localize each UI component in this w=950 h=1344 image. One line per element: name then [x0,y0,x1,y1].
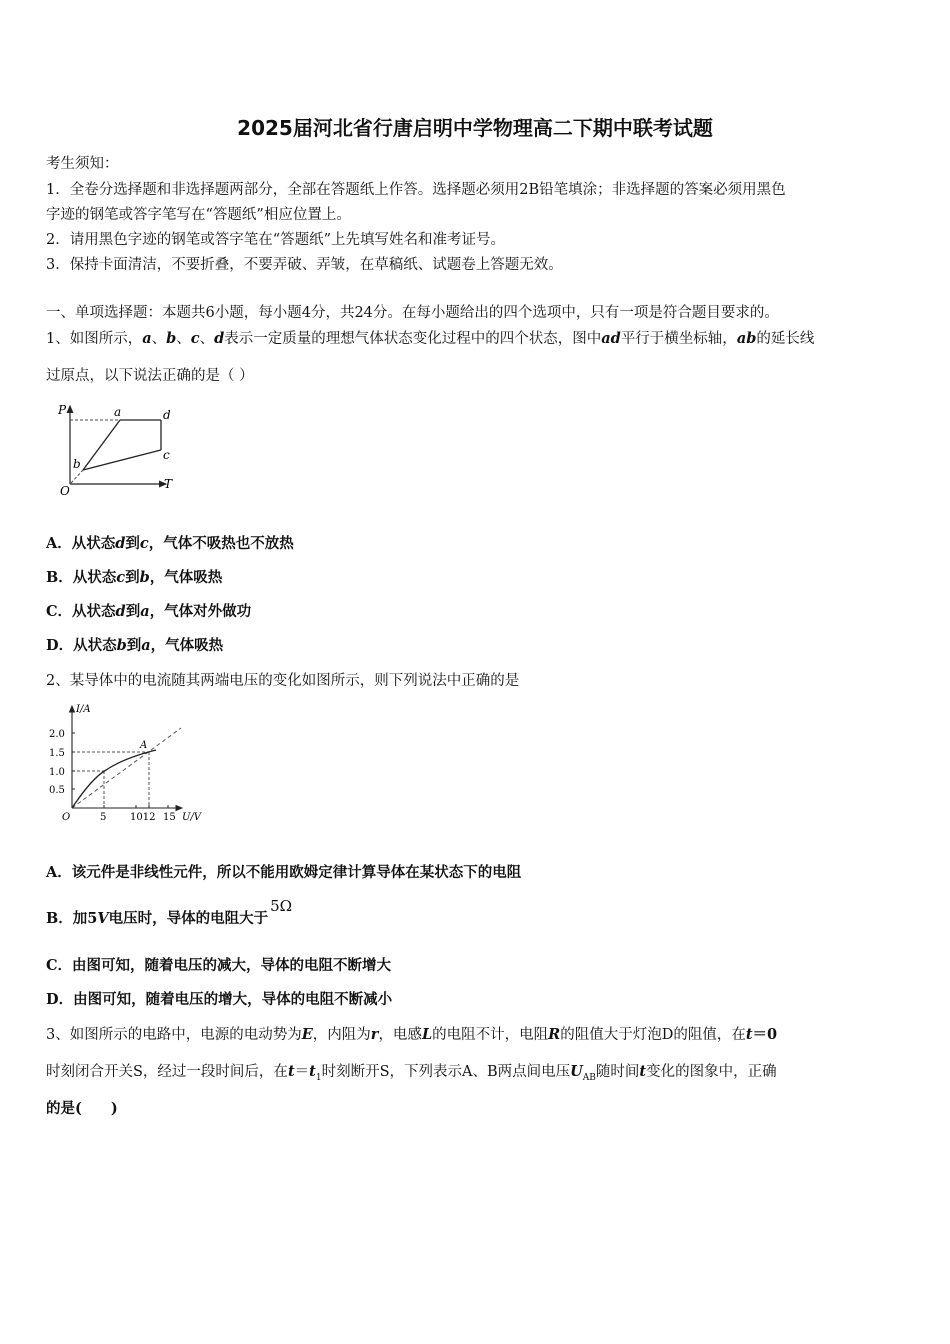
question-1-option-a[interactable]: A．从状态d到c，气体不吸热也不放热 [46,535,294,552]
dashed-extension-ob [71,470,83,483]
u-axis-label: U/V [182,812,202,823]
x-tick-label-15: 15 [163,812,176,823]
state-b-label: b [73,457,81,471]
question-3-stem-line-1: 3、如图所示的电路中，电源的电动势为E，内阻为r，电感L的电阻不计，电阻R的阻值大于灯泡D的阻值，在t＝0 [46,1026,778,1043]
notice-heading: 考生须知： [46,156,119,172]
question-3-stem-line-3: 的是( ) [46,1100,118,1117]
page-title: 2025届河北省行唐启明中学物理高二下期中联考试题 [237,116,713,140]
question-2-option-c[interactable]: C．由图可知，随着电压的减大，导体的电阻不断增大 [46,957,392,974]
i-axis-label: I/A [76,704,91,715]
question-1-stem-line-1: 1、如图所示，a、b、c、d表示一定质量的理想气体状态变化过程中的四个状态，图中ad平行于横坐标轴，ab的延长线 [46,330,815,347]
question-1-pt-diagram [50,398,185,500]
point-a-label: A [140,740,148,751]
question-2-option-d[interactable]: D．由图可知，随着电压的增大，导体的电阻不断减小 [46,991,393,1008]
question-2-iv-graph [44,700,214,826]
notice-item-2: 2．请用黑色字迹的钢笔或答字笔在“答题纸”上先填写姓名和准考证号。 [46,232,506,248]
question-3-stem-line-2: 时刻闭合开关S，经过一段时间后，在$t=t_1$时刻断开S，下列表示A、B两点间电压$U_{AB}$随时间t变化的图象中，正确 [46,1063,777,1083]
state-c-label: c [163,448,170,462]
x-tick-label-5: 5 [100,812,107,823]
p-axis-label: P [58,403,67,417]
notice-item-1-line-2: 字迹的钢笔或答字笔写在“答题纸”相应位置上。 [46,207,351,223]
y-tick-label-1-0: 1.0 [49,767,65,778]
question-1-stem-line-2: 过原点，以下说法正确的是（ ） [46,368,254,384]
dashed-reference-line [72,728,181,808]
question-2-option-a[interactable]: A．该元件是非线性元件，所以不能用欧姆定律计算导体在某状态下的电阻 [46,864,522,881]
origin-label: O [62,812,71,823]
state-d-label: d [163,408,171,422]
question-2-option-b[interactable]: B．加5V电压时，导体的电阻大于5Ω [46,897,293,927]
origin-label: O [60,484,70,498]
t-axis-label: T [164,477,173,491]
y-tick-label-1-5: 1.5 [49,748,65,759]
x-tick-label-10-12: 1012 [130,812,156,823]
section-heading: 一、单项选择题：本题共6小题，每小题4分，共24分。在每小题给出的四个选项中，只有一项是符合题目要求的。 [46,305,779,321]
notice-item-1-line-1: 1．全卷分选择题和非选择题两部分，全部在答题纸上作答。选择题必须用2B铅笔填涂；非选择题的答案必须用黑色 [46,182,786,198]
y-tick-label-0-5: 0.5 [49,785,65,796]
question-1-option-b[interactable]: B．从状态c到b，气体吸热 [46,569,223,586]
segment-cb [83,450,161,470]
notice-item-3: 3．保持卡面清洁，不要折叠，不要弄破、弄皱，在草稿纸、试题卷上答题无效。 [46,257,563,273]
y-tick-label-2-0: 2.0 [49,729,65,740]
question-1-option-d[interactable]: D．从状态b到a，气体吸热 [46,637,224,654]
question-1-option-c[interactable]: C．从状态d到a，气体对外做功 [46,603,252,620]
state-a-label: a [114,405,122,419]
question-2-stem: 2、某导体中的电流随其两端电压的变化如图所示，则下列说法中正确的是 [46,673,520,689]
